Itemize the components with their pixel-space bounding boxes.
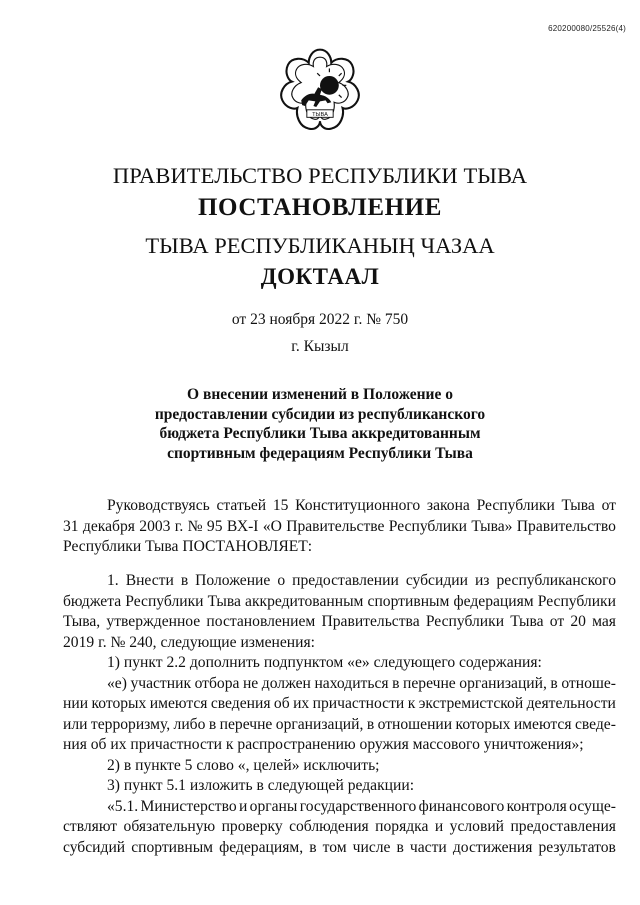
quote-subitem-e <box>63 674 616 756</box>
quote-item-5-1 <box>63 797 616 859</box>
word: «е) <box>107 674 127 692</box>
text-line <box>63 715 616 736</box>
word: терроризму, <box>90 715 171 733</box>
word: спортивным <box>367 592 450 610</box>
document-type-ru: ПОСТАНОВЛЕНИЕ <box>197 194 443 221</box>
word: 2003 <box>139 517 171 535</box>
sub-item-3 <box>63 776 616 797</box>
word: в <box>208 715 217 733</box>
word: государственного <box>299 797 417 815</box>
word: Правительства <box>321 613 420 630</box>
word: субсидий <box>63 838 126 856</box>
text-line <box>63 797 616 818</box>
text-line <box>63 817 616 838</box>
word: «О <box>262 517 282 535</box>
word: условий <box>449 818 505 835</box>
word: деятельности <box>526 695 616 712</box>
word: Тыва <box>561 497 595 514</box>
word: федерациям, <box>219 838 304 856</box>
word: Тыва <box>510 613 544 630</box>
text-line <box>63 496 616 517</box>
word: 15 <box>272 497 289 514</box>
word: № <box>187 517 203 535</box>
word: Республики <box>125 592 204 610</box>
word: либо <box>173 715 206 733</box>
word: в <box>550 674 558 692</box>
word: Республики <box>388 517 468 535</box>
word: Конституционного <box>295 497 421 514</box>
word: не <box>242 674 259 692</box>
word: закона <box>426 497 470 514</box>
word: которых <box>91 695 147 712</box>
title-line: бюджета Республики Тыва аккредитованным <box>159 425 481 442</box>
word: федерациям <box>453 592 534 610</box>
word: том <box>322 838 347 856</box>
word: 20 <box>570 613 586 630</box>
word: в <box>180 572 189 589</box>
word: 31 <box>63 517 79 535</box>
word: Положение <box>195 572 271 589</box>
word: достижения <box>452 838 533 856</box>
word: Тыва» <box>471 517 513 535</box>
word: перечне <box>403 674 456 692</box>
word: о <box>277 572 286 589</box>
word: причастности <box>312 695 405 712</box>
word: проверку <box>221 818 283 835</box>
text-line <box>63 537 616 558</box>
document-title <box>0 385 640 463</box>
word: предоставления <box>510 818 616 835</box>
sub-item-2 <box>63 756 616 777</box>
word: в <box>396 838 404 856</box>
word: сведе- <box>574 715 616 733</box>
word: 95 <box>206 517 223 535</box>
word: контроля <box>506 797 567 815</box>
word: отноше- <box>561 674 616 692</box>
document-code: 620200080/25526(4) <box>548 24 626 33</box>
text-line <box>63 571 616 592</box>
word: обязательную <box>123 818 216 835</box>
word: в <box>366 715 375 733</box>
word: Руководствуясь <box>107 497 210 514</box>
word: 2019 г. № 240, следующие изменения: <box>63 633 315 651</box>
word: должен <box>261 674 311 692</box>
word: имеются <box>513 715 572 733</box>
word: Внести <box>125 572 174 589</box>
word: или <box>63 715 88 733</box>
word: финансового <box>418 797 505 815</box>
word: ствляют <box>63 818 118 835</box>
word: экстремистской <box>418 695 524 712</box>
word: постановлением <box>206 613 316 630</box>
word: декабря <box>82 517 135 535</box>
word: числе <box>352 838 391 856</box>
word: спортивным <box>131 838 214 856</box>
word: от <box>549 613 565 630</box>
item-1-paragraph <box>63 571 616 653</box>
word: из <box>474 572 490 589</box>
word: Правительстве <box>286 517 385 535</box>
text-line <box>63 592 616 613</box>
word: отбора <box>194 674 240 692</box>
text-line: 1) пункт 2.2 дополнить подпунктом «е» следующего содержания: <box>107 654 542 671</box>
word: ния об их причастности к распространению оружия массового уничтожения»; <box>63 736 584 753</box>
text-line <box>63 838 616 859</box>
word: соблюдения <box>289 818 369 835</box>
tyva-emblem-icon <box>273 44 367 138</box>
word: и <box>434 818 444 835</box>
word: находиться <box>314 674 389 692</box>
word: их <box>293 695 310 712</box>
title-line: предоставлении субсидии из республиканского <box>154 405 486 423</box>
svg-text:ТЫВА: ТЫВА <box>312 111 328 118</box>
document-city: г. Кызыл <box>291 338 349 355</box>
text-line <box>63 694 616 715</box>
word: организаций, <box>459 674 547 692</box>
word: результатов <box>538 838 616 856</box>
title-line: О внесении изменений в Положение о <box>187 386 453 403</box>
word: осуще- <box>569 797 616 815</box>
word: статьей <box>216 497 267 514</box>
word: организаций, <box>275 715 364 733</box>
word: которых <box>455 715 511 733</box>
word: Тыва <box>207 592 241 610</box>
government-name-tyv: ТЫВА РЕСПУБЛИКАНЫҢ ЧАЗАА <box>145 233 495 258</box>
word: имеются <box>149 695 208 712</box>
word: бюджета <box>63 592 122 610</box>
word: Тыва, <box>63 613 101 630</box>
text-line: 2) в пункте 5 слово «, целей» исключить; <box>107 756 380 774</box>
text-line <box>63 633 616 654</box>
preamble-paragraph <box>63 496 616 558</box>
document-type-tyv: ДОКТААЛ <box>260 264 380 289</box>
word: предоставлении <box>292 572 399 589</box>
word: в <box>392 674 400 692</box>
word: и <box>238 797 248 815</box>
word: 1. <box>107 572 119 589</box>
word: нии <box>63 695 89 712</box>
sub-item-1 <box>63 653 616 674</box>
word: в <box>309 838 317 856</box>
word: сведения <box>210 695 271 712</box>
word: перечне <box>219 715 273 733</box>
word: аккредитованным <box>245 592 364 610</box>
word: утвержденное <box>106 613 201 630</box>
word: участник <box>130 674 192 692</box>
word: субсидии <box>405 572 468 589</box>
word: мая <box>592 613 616 630</box>
word: «5.1. <box>107 797 139 815</box>
text-line <box>63 674 616 695</box>
word: Республики Тыва ПОСТАНОВЛЯЕТ: <box>63 538 313 555</box>
word: Правительство <box>516 517 616 535</box>
word: Республики <box>476 497 555 514</box>
word: порядка <box>375 818 429 835</box>
word: об <box>273 695 290 712</box>
word: отношении <box>377 715 453 733</box>
word: Республики <box>537 592 616 610</box>
word: органы <box>249 797 298 815</box>
word: г. <box>174 517 184 535</box>
text-line <box>63 735 616 756</box>
word: ВХ-I <box>226 517 259 535</box>
word: части <box>409 838 447 856</box>
title-line: спортивным федерациям Республики Тыва <box>167 444 473 462</box>
word: Министерство <box>140 797 237 815</box>
text-line <box>63 612 616 633</box>
text-line <box>63 517 616 538</box>
document-date-number: от 23 ноября 2022 г. № 750 <box>231 311 409 328</box>
government-name-ru: ПРАВИТЕЛЬСТВО РЕСПУБЛИКИ ТЫВА <box>112 163 528 188</box>
text-line: 3) пункт 5.1 изложить в следующей редакции: <box>107 777 415 794</box>
word: Республики <box>425 613 505 630</box>
word: республиканского <box>496 572 616 589</box>
word: к <box>407 695 416 712</box>
word: от <box>601 497 616 514</box>
